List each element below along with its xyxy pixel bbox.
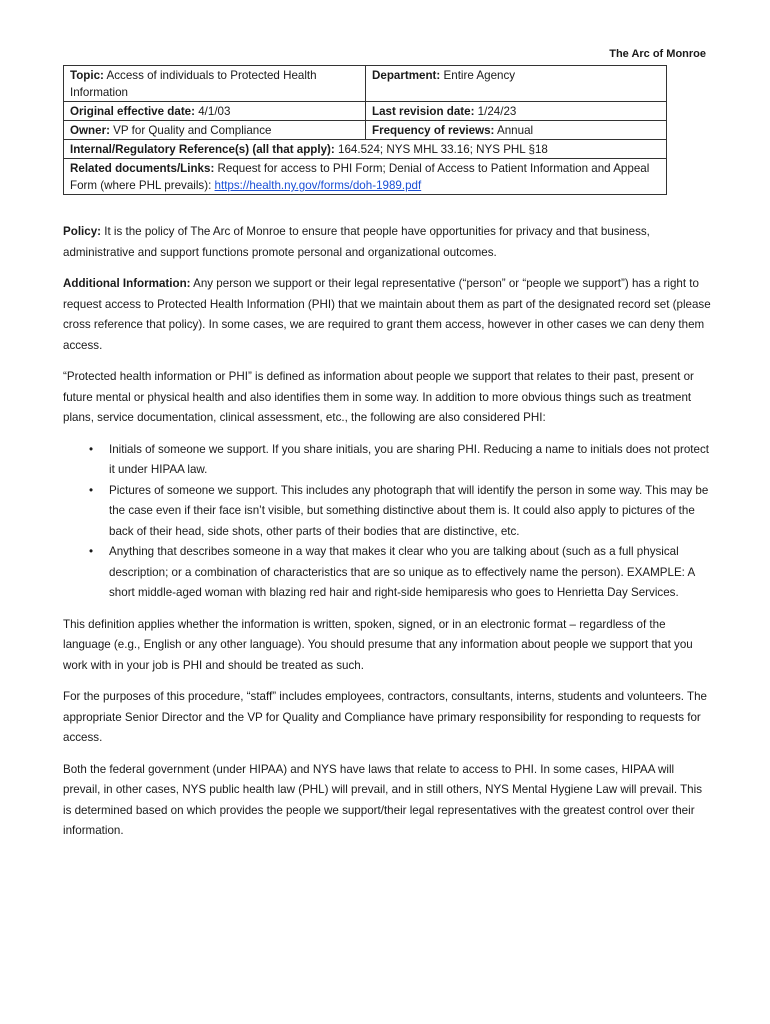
references-cell — [64, 140, 667, 159]
additional-information-label: Additional Information: — [63, 277, 191, 290]
owner-value: VP for Quality and Compliance — [109, 124, 272, 137]
list-item — [89, 542, 711, 604]
department-value: Entire Agency — [440, 69, 516, 82]
review-frequency-value: Annual — [494, 124, 534, 137]
revision-date-label: Last revision date: — [372, 105, 475, 118]
revision-date-value: 1/24/23 — [474, 105, 517, 118]
owner-cell — [64, 121, 366, 140]
policy-body — [63, 222, 711, 853]
federal-state-law-paragraph: Both the federal government (under HIPAA) and NYS have laws that relate to access to PHI. In some cases, HIPAA will prevail, in other cases, NYS public health law (PHL) will prevail, and in still others, NYS Mental Hygiene Law will prevail. This is determined based on which provides the people we support/their legal representatives with the greatest control over their information. — [63, 762, 703, 837]
revision-date-cell — [366, 102, 667, 121]
bullet-icon: • — [89, 442, 94, 456]
related-documents-label: Related documents/Links: — [70, 162, 215, 175]
effective-date-label: Original effective date: — [70, 105, 195, 118]
list-item-text: Pictures of someone we support. This includes any photograph that will identify the person in some way. This may be the case even if their face isn’t visible, but something distinctive about them is. It could also apply to pictures of the back of their head, side shots, other parts of their bodies that are distinctive, etc. — [109, 483, 709, 538]
policy-paragraph — [63, 222, 711, 263]
topic-label: Topic: — [70, 69, 104, 82]
review-frequency-label: Frequency of reviews: — [372, 124, 495, 137]
policy-metadata-table — [63, 65, 667, 195]
references-value: 164.524; NYS MHL 33.16; NYS PHL §18 — [334, 143, 548, 156]
topic-value: Access of individuals to Protected Health Information — [70, 69, 317, 99]
table-row — [64, 140, 667, 159]
topic-cell — [64, 66, 366, 102]
bullet-icon: • — [89, 545, 94, 558]
definition-scope-paragraph: This definition applies whether the information is written, spoken, signed, or in an electronic format – regardless of the language (e.g., English or any other language). You should presume that any information about people we support that you work with in your job is PHI and should be treated as such. — [63, 617, 693, 672]
list-item-text: Initials of someone we support. If you share initials, you are sharing PHI. Reducing a name to initials does not protect it under HIPAA law. — [109, 442, 709, 476]
table-row — [64, 121, 667, 140]
organization-header: The Arc of Monroe — [609, 48, 706, 60]
policy-label: Policy: — [63, 225, 102, 238]
phi-definition-paragraph: “Protected health information or PHI” is defined as information about people we support that relates to their past, present or future mental or physical health and also identifies them in some way. In addition to more obvious things such as treatment plans, service documentation, clinical assessment, etc., the following are also considered PHI: — [63, 370, 694, 424]
related-documents-cell — [64, 159, 667, 195]
review-frequency-cell — [366, 121, 667, 140]
department-cell — [366, 66, 667, 102]
list-item-text: Anything that describes someone in a way that makes it clear who you are talking about (such as a full physical description; or a combination of characteristics that are so unique as to effectively name the person). EXAMPLE: A short middle-aged woman with blazing red hair and right-side hemiparesis who goes to Henrietta Day Services. — [109, 545, 695, 599]
table-row — [64, 102, 667, 121]
table-row — [64, 159, 667, 195]
additional-information-paragraph — [63, 274, 711, 356]
policy-text: It is the policy of The Arc of Monroe to ensure that people have opportunities for privacy and that business, administrative and support functions promote personal and organizational outcomes. — [63, 225, 650, 259]
effective-date-cell — [64, 102, 366, 121]
staff-definition-paragraph: For the purposes of this procedure, “staff” includes employees, contractors, consultants, interns, students and volunteers. The appropriate Senior Director and the VP for Quality and Compliance have primary responsibility for responding to requests for access. — [63, 690, 708, 744]
effective-date-value: 4/1/03 — [195, 105, 231, 118]
table-row — [64, 66, 667, 102]
list-item — [89, 440, 711, 481]
owner-label: Owner: — [70, 124, 110, 137]
doh-form-link[interactable]: https://health.ny.gov/forms/doh-1989.pdf — [214, 179, 422, 192]
related-documents-value: Request for access to PHI Form; Denial of Access to Patient Information and Appeal Form (where PHL prevails): — [70, 162, 650, 192]
references-label: Internal/Regulatory Reference(s) (all that apply): — [70, 143, 335, 156]
phi-examples-list — [63, 440, 711, 604]
list-item — [89, 481, 711, 543]
bullet-icon: • — [89, 483, 94, 497]
additional-information-text: Any person we support or their legal representative (“person” or “people we support”) has a right to request access to Protected Health Information (PHI) that we maintain about them as part of the designated record set (please cross reference that policy). In some cases, we are required to grant them access, however in other cases we can deny them access. — [63, 277, 711, 352]
department-label: Department: — [372, 69, 441, 82]
